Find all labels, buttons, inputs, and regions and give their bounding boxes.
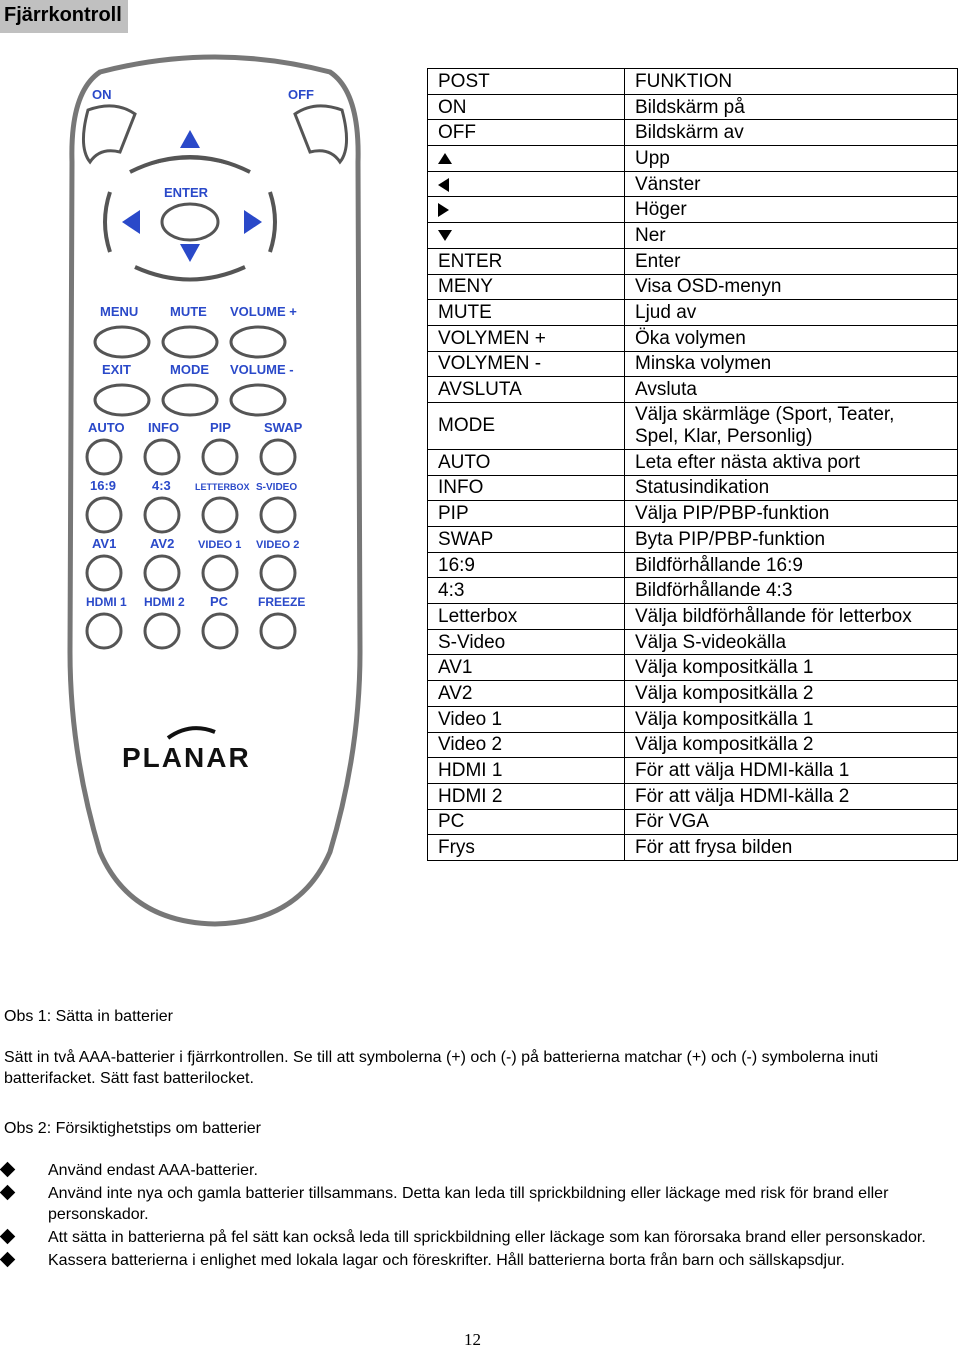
funktion-header: FUNKTION [625,69,958,95]
funktion-cell: Bildskärm av [625,120,958,146]
funktion-cell: Välja S-videokälla [625,629,958,655]
funktion-cell: För att välja HDMI-källa 2 [625,783,958,809]
table-row [428,171,958,197]
post-cell: Video 2 [428,732,625,758]
table-row [428,681,958,707]
remote-button-label: FREEZE [258,595,306,609]
up-arrow-icon [438,153,452,164]
post-cell: PIP [428,501,625,527]
post-cell: HDMI 2 [428,783,625,809]
remote-button-label: VIDEO 1 [198,539,242,551]
list-item: Kassera batterierna i enlighet med lokala lagar och föreskrifter. Håll batterierna borta från barn och sällskapsdjur. [0,1250,955,1271]
post-cell: SWAP [428,527,625,553]
post-cell: OFF [428,120,625,146]
funktion-line: Välja skärmläge (Sport, Teater, [635,403,895,425]
page-number: 12 [464,1330,481,1349]
funktion-cell [625,402,958,449]
table-row [428,809,958,835]
table-row [428,655,958,681]
table-row [428,604,958,630]
funktion-cell: Enter [625,248,958,274]
post-cell: 16:9 [428,552,625,578]
table-row [428,325,958,351]
remote-control-illustration [60,52,370,932]
funktion-cell: Ner [625,223,958,249]
table-row [428,300,958,326]
remote-button-label: AV1 [92,536,117,551]
remote-button-label: VOLUME + [230,304,297,319]
remote-button-label: AUTO [88,420,125,435]
post-cell [428,146,625,172]
funktion-cell: Vänster [625,171,958,197]
diamond-bullet-icon [0,1252,15,1268]
diamond-bullet-icon [0,1162,15,1178]
remote-button-label: HDMI 2 [144,595,185,609]
remote-button-label: VOLUME - [230,362,294,377]
enter-button-label: ENTER [164,185,209,200]
table-header-row [428,69,958,95]
remote-button-label: INFO [148,420,180,435]
table-row [428,501,958,527]
funktion-cell: För att frysa bilden [625,835,958,861]
remote-button-label: MODE [170,362,209,377]
funktion-cell: Välja kompositkälla 1 [625,655,958,681]
remote-button-label: MUTE [170,304,207,319]
remote-button-label: HDMI 1 [86,595,127,609]
funktion-cell: Välja bildförhållande för letterbox [625,604,958,630]
brand-logo: PLANAR [122,742,251,773]
table-row [428,629,958,655]
post-cell: VOLYMEN + [428,325,625,351]
post-cell: AV1 [428,655,625,681]
left-arrow-icon [438,178,449,192]
table-row [428,94,958,120]
remote-button-label: LETTERBOX [195,482,250,492]
down-arrow-icon [438,230,452,241]
battery-tips-list [0,1160,955,1273]
off-button-label: OFF [288,87,314,102]
table-row [428,146,958,172]
remote-button-label: 4:3 [152,478,171,493]
funktion-line: Spel, Klar, Personlig) [635,425,813,447]
list-item: Använd inte nya och gamla batterier tillsammans. Detta kan leda till sprickbildning eller läckage med risk för brand eller personskador. [0,1183,955,1225]
post-header: POST [428,69,625,95]
table-row [428,783,958,809]
diamond-bullet-icon [0,1229,15,1245]
post-cell: AVSLUTA [428,377,625,403]
funktion-cell: Statusindikation [625,475,958,501]
post-cell [428,171,625,197]
funktion-cell: Öka volymen [625,325,958,351]
table-row [428,449,958,475]
section-title: Fjärrkontroll [0,0,128,33]
post-cell: MENY [428,274,625,300]
remote-button-label: MENU [100,304,139,319]
list-item: Att sätta in batterierna på fel sätt kan också leda till sprickbildning eller läckage som kan förorsaka brand eller personskador. [0,1227,955,1248]
note1-title: Obs 1: Sätta in batterier [4,1008,173,1025]
post-cell: ENTER [428,248,625,274]
funktion-cell: Bildskärm på [625,94,958,120]
remote-button-label: PC [210,594,229,609]
post-cell: 4:3 [428,578,625,604]
post-cell: MODE [428,402,625,449]
funktion-cell: Visa OSD-menyn [625,274,958,300]
on-button-label: ON [92,87,112,102]
note2-title: Obs 2: Försiktighetstips om batterier [4,1120,261,1137]
table-row [428,248,958,274]
table-row [428,351,958,377]
remote-button-label: SWAP [264,420,303,435]
table-row [428,552,958,578]
funktion-cell: För VGA [625,809,958,835]
table-row [428,758,958,784]
funktion-cell: Välja kompositkälla 2 [625,732,958,758]
table-row [428,120,958,146]
funktion-cell: Leta efter nästa aktiva port [625,449,958,475]
funktion-cell: Bildförhållande 16:9 [625,552,958,578]
post-cell [428,223,625,249]
table-row [428,402,958,449]
post-cell: HDMI 1 [428,758,625,784]
table-row [428,274,958,300]
post-cell: PC [428,809,625,835]
table-row [428,527,958,553]
post-cell: Frys [428,835,625,861]
right-arrow-icon [438,203,449,217]
table-row [428,223,958,249]
table-row [428,706,958,732]
post-cell: ON [428,94,625,120]
table-row [428,732,958,758]
remote-button-label: S-VIDEO [256,482,298,493]
funktion-cell: Byta PIP/PBP-funktion [625,527,958,553]
funktion-cell: Välja kompositkälla 1 [625,706,958,732]
post-cell: Letterbox [428,604,625,630]
funktion-cell: Välja PIP/PBP-funktion [625,501,958,527]
post-cell: AV2 [428,681,625,707]
remote-button-label: 16:9 [90,478,117,493]
table-row [428,197,958,223]
post-cell: INFO [428,475,625,501]
table-row [428,377,958,403]
remote-button-label: AV2 [150,536,175,551]
funktion-cell: Minska volymen [625,351,958,377]
table-row [428,578,958,604]
funktion-cell: Bildförhållande 4:3 [625,578,958,604]
list-item: Använd endast AAA-batterier. [0,1160,955,1181]
post-cell: VOLYMEN - [428,351,625,377]
funktion-cell: För att välja HDMI-källa 1 [625,758,958,784]
funktion-cell: Avsluta [625,377,958,403]
remote-button-label: PIP [210,420,231,435]
post-cell: MUTE [428,300,625,326]
table-row [428,835,958,861]
table-row [428,475,958,501]
diamond-bullet-icon [0,1185,15,1201]
funktion-cell: Välja kompositkälla 2 [625,681,958,707]
post-cell [428,197,625,223]
remote-button-label: VIDEO 2 [256,539,300,551]
funktion-cell: Ljud av [625,300,958,326]
note1-text: Sätt in två AAA-batterier i fjärrkontrollen. Se till att symbolerna (+) och (-) på batterierna matchar (+) och (-) symbolerna inuti batterifacket. Sätt fast batterilocket. [4,1049,879,1087]
funktion-cell: Höger [625,197,958,223]
post-cell: S-Video [428,629,625,655]
enter-button [162,204,218,240]
function-table [427,68,958,861]
post-cell: Video 1 [428,706,625,732]
remote-button-label: EXIT [102,362,131,377]
funktion-cell: Upp [625,146,958,172]
post-cell: AUTO [428,449,625,475]
